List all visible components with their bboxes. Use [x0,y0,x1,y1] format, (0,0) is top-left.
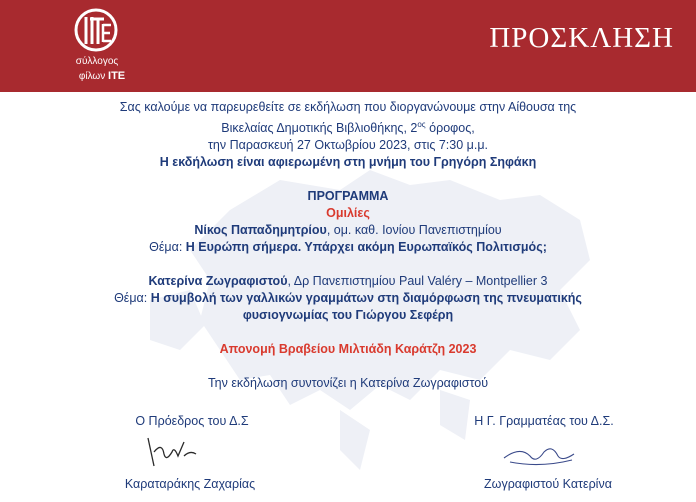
speaker-1-name: Νίκος Παπαδημητρίου [194,223,327,238]
speaker-1-topic: Η Ευρώπη σήμερα. Υπάρχει ακόμη Ευρωπαϊκός Πολιτισμός; [185,240,547,255]
speaker-2-topic-line [0,290,696,307]
header-banner [0,0,696,92]
intro-line-2-post: όροφος, [425,121,475,136]
speaker-2-affiliation: , Δρ Πανεπιστημίου Paul Valéry – Montpellier 3 [287,274,548,289]
speaker-2-topic-1: Η συμβολή των γαλλικών γραμμάτων στη διαμόρφωση της πνευματικής [150,291,582,306]
ite-logo [52,8,142,88]
secretary-signature [500,438,580,472]
secretary-title: Η Γ. Γραμματέας του Δ.Σ. [474,414,614,428]
logo-line-2 [52,70,152,82]
coordinator-line: Την εκδήλωση συντονίζει η Κατερίνα Ζωγραφιστού [207,376,489,391]
intro-line-3: την Παρασκευή 27 Οκτωβρίου 2023, στις 7:30 μ.μ. [207,138,489,153]
secretary-name: Ζωγραφιστού Κατερίνα [484,477,612,491]
president-name: Καραταράκης Ζαχαρίας [124,477,256,491]
talks-label: Ομιλίες [326,206,370,221]
intro-line-2-pre: Βικελαίας Δημοτικής Βιβλιοθήκης, 2 [221,121,418,136]
speaker-2 [0,273,696,290]
speaker-1 [0,222,696,239]
speaker-1-affiliation: , ομ. καθ. Ιονίου Πανεπιστημίου [326,223,502,238]
program-heading: ΠΡΟΓΡΑΜΜΑ [307,189,389,204]
speaker-1-topic-line [0,239,696,256]
invitation-body [0,99,696,392]
speaker-2-topic-2: φυσιογνωμίας του Γιώργου Σεφέρη [242,308,454,323]
topic-label-2: Θέμα: [114,291,151,306]
ite-logo-icon [64,8,128,54]
president-signature [140,432,210,472]
speaker-2-name: Κατερίνα Ζωγραφιστού [148,274,288,289]
president-title: Ο Πρόεδρος του Δ.Σ [135,414,249,428]
invitation-title: ΠΡΟΣΚΛΗΣΗ [489,22,674,54]
intro-line-2-sup: ος [417,120,426,129]
intro-line-2 [0,116,696,137]
logo-line-1: σύλλογος [75,56,119,67]
logo-brand: ΙΤΕ [108,70,126,82]
award-line: Απονομή Βραβείου Μιλτιάδη Καράτζη 2023 [219,342,477,357]
intro-line-1: Σας καλούμε να παρευρεθείτε σε εκδήλωση που διοργανώνουμε στην Αίθουσα της [119,100,577,114]
logo-prefix: φίλων [78,71,106,82]
topic-label-1: Θέμα: [149,240,186,255]
dedication: Η εκδήλωση είναι αφιερωμένη στη μνήμη του Γρηγόρη Σηφάκη [159,155,537,170]
